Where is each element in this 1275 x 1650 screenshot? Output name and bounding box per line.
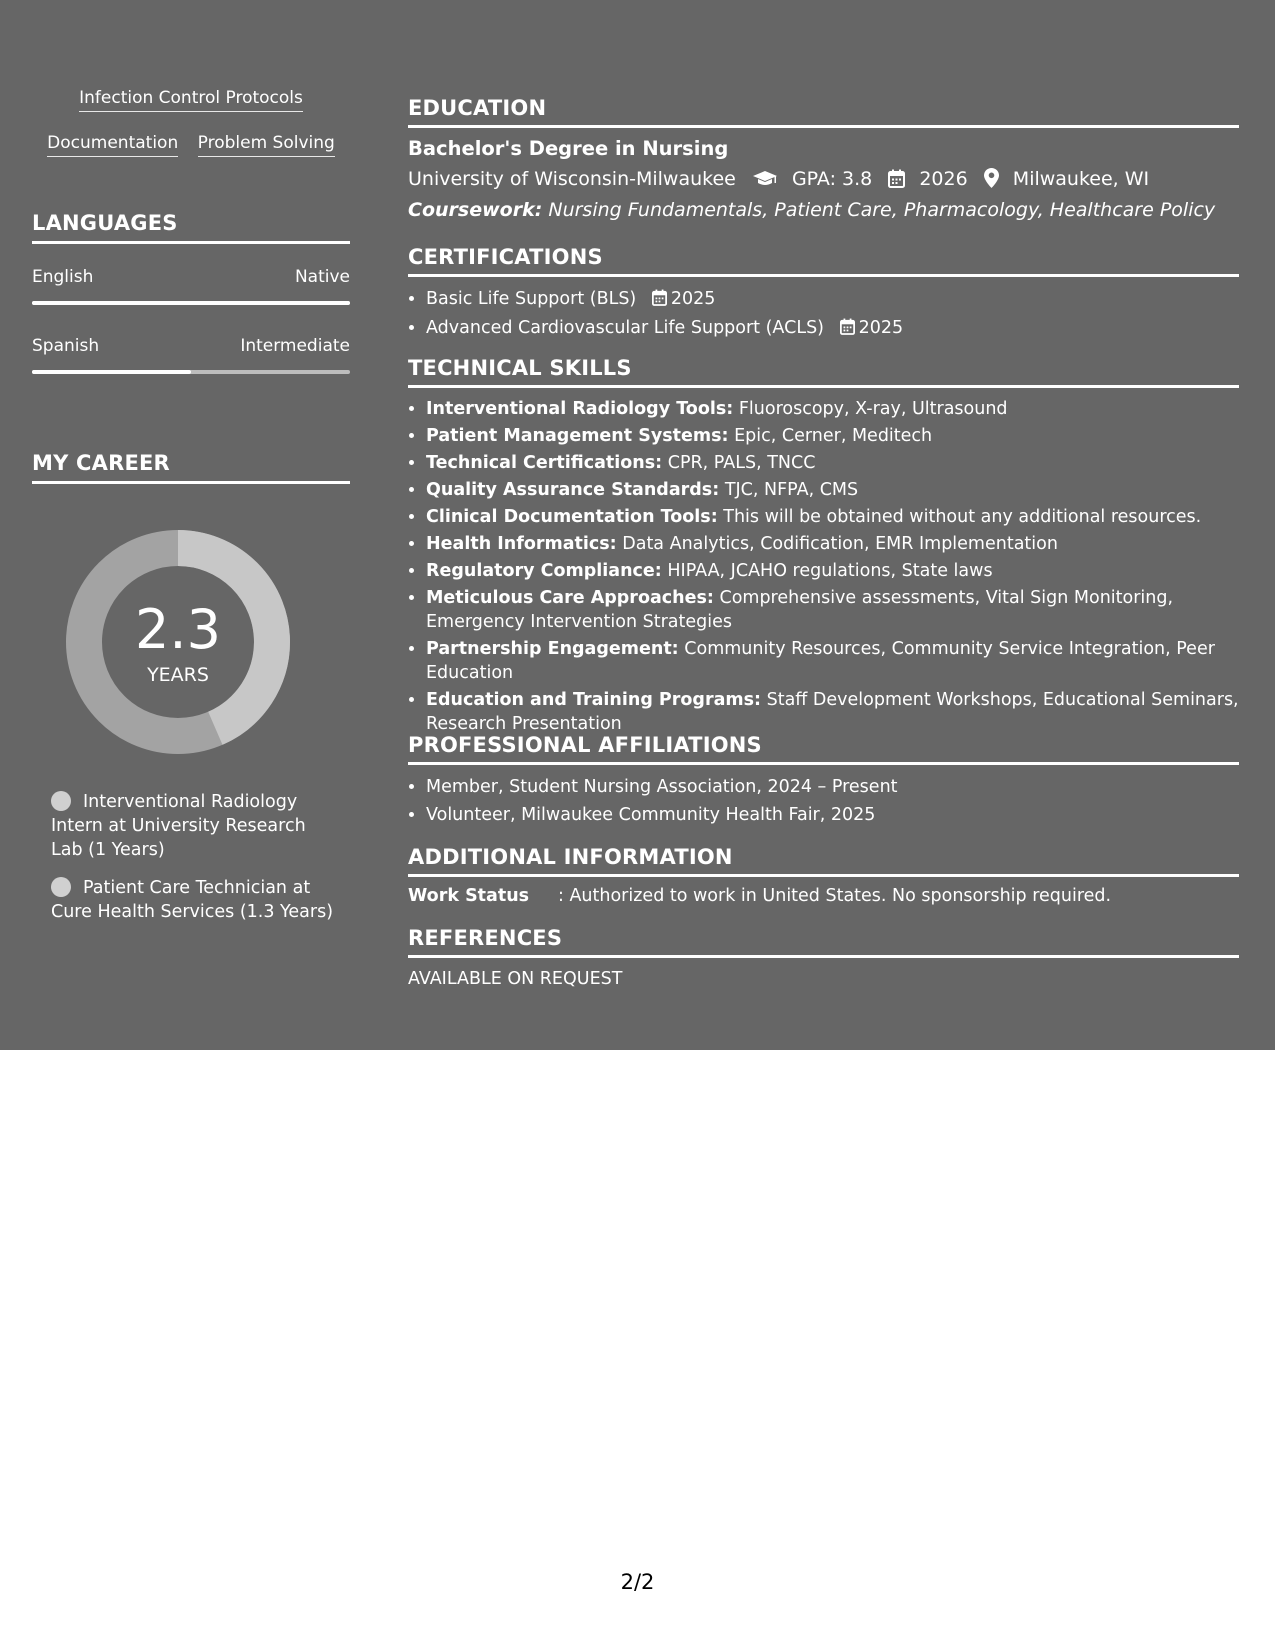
- skill-tag: Documentation: [47, 133, 178, 157]
- education-details: [408, 168, 1149, 193]
- references-heading: REFERENCES: [408, 926, 1239, 958]
- list-item: • Basic Life Support (BLS) 2025: [426, 286, 1239, 315]
- list-item: • Patient Management Systems: Epic, Cerner, Meditech: [426, 424, 1239, 448]
- career-heading: MY CAREER: [32, 451, 350, 484]
- work-status: [408, 886, 1111, 906]
- language-bar-fill: [32, 370, 191, 374]
- list-item: • Interventional Radiology Tools: Fluoroscopy, X-ray, Ultrasound: [426, 397, 1239, 421]
- page-number: 2/2: [620, 1570, 655, 1594]
- affiliations-list: [408, 773, 1239, 829]
- career-bullet-icon: [51, 791, 71, 811]
- language-level: Native: [294, 267, 350, 287]
- degree-title: Bachelor's Degree in Nursing: [408, 137, 729, 160]
- affiliations-heading: PROFESSIONAL AFFILIATIONS: [408, 733, 1239, 765]
- list-item: • Partnership Engagement: Community Resources, Community Service Integration, Peer Education: [426, 637, 1239, 685]
- list-item: • Clinical Documentation Tools: This will be obtained without any additional resources.: [426, 505, 1239, 529]
- graduation-year: 2026: [919, 168, 968, 190]
- list-item: • Advanced Cardiovascular Life Support (ACLS) 2025: [426, 315, 1239, 344]
- list-item: • Volunteer, Milwaukee Community Health Fair, 2025: [426, 801, 1239, 829]
- list-item: • Education and Training Programs: Staff Development Workshops, Educational Seminars, Research Presentation: [426, 688, 1239, 736]
- list-item: • Meticulous Care Approaches: Comprehensive assessments, Vital Sign Monitoring, Emergency Intervention Strategies: [426, 586, 1239, 634]
- career-item: Patient Care Technician at Cure Health Services (1.3 Years): [51, 878, 334, 922]
- language-bar-fill: [32, 301, 350, 305]
- gpa: GPA: 3.8: [791, 168, 873, 190]
- coursework-label: Coursework:: [408, 199, 543, 221]
- references-text: AVAILABLE ON REQUEST: [408, 969, 623, 989]
- career-bullet-icon: [51, 877, 71, 897]
- career-total-years: 2.3: [135, 598, 221, 661]
- calendar-icon: [840, 317, 855, 344]
- language-bar: [32, 301, 350, 305]
- list-item: • Regulatory Compliance: HIPAA, JCAHO regulations, State laws: [426, 559, 1239, 583]
- language-name: Spanish: [32, 336, 100, 356]
- language-bar: [32, 370, 350, 374]
- skill-tag: Infection Control Protocols: [79, 88, 303, 112]
- language-name: English: [32, 267, 94, 287]
- technical-skills-list: [408, 397, 1239, 739]
- coursework-list: Nursing Fundamentals, Patient Care, Pharmacology, Healthcare Policy: [548, 199, 1216, 221]
- list-item: • Health Informatics: Data Analytics, Codification, EMR Implementation: [426, 532, 1239, 556]
- list-item: • Quality Assurance Standards: TJC, NFPA, CMS: [426, 478, 1239, 502]
- education-heading: EDUCATION: [408, 96, 1239, 128]
- certifications-list: [408, 286, 1239, 344]
- school-location: Milwaukee, WI: [1012, 168, 1150, 190]
- work-status-value: : Authorized to work in United States. No sponsorship required.: [558, 886, 1112, 906]
- technical-skills-heading: TECHNICAL SKILLS: [408, 356, 1239, 388]
- language-level: Intermediate: [240, 336, 350, 356]
- coursework: [408, 199, 1215, 221]
- graduation-cap-icon: [752, 170, 778, 193]
- languages-heading: LANGUAGES: [32, 211, 350, 244]
- location-pin-icon: [984, 168, 999, 193]
- skills-row-2: [32, 133, 350, 157]
- skill-tag: Problem Solving: [198, 133, 335, 157]
- school-name: University of Wisconsin-Milwaukee: [408, 168, 736, 190]
- work-status-label: Work Status: [408, 886, 530, 906]
- calendar-icon: [888, 169, 905, 193]
- certifications-heading: CERTIFICATIONS: [408, 245, 1239, 277]
- career-item: Interventional Radiology Intern at University Research Lab (1 Years): [51, 792, 306, 860]
- list-item: • Member, Student Nursing Association, 2024 – Present: [426, 773, 1239, 801]
- career-years-label: YEARS: [147, 664, 209, 686]
- list-item: • Technical Certifications: CPR, PALS, TNCC: [426, 451, 1239, 475]
- skills-row-1: [32, 88, 350, 112]
- calendar-icon: [652, 288, 667, 315]
- additional-info-heading: ADDITIONAL INFORMATION: [408, 845, 1239, 877]
